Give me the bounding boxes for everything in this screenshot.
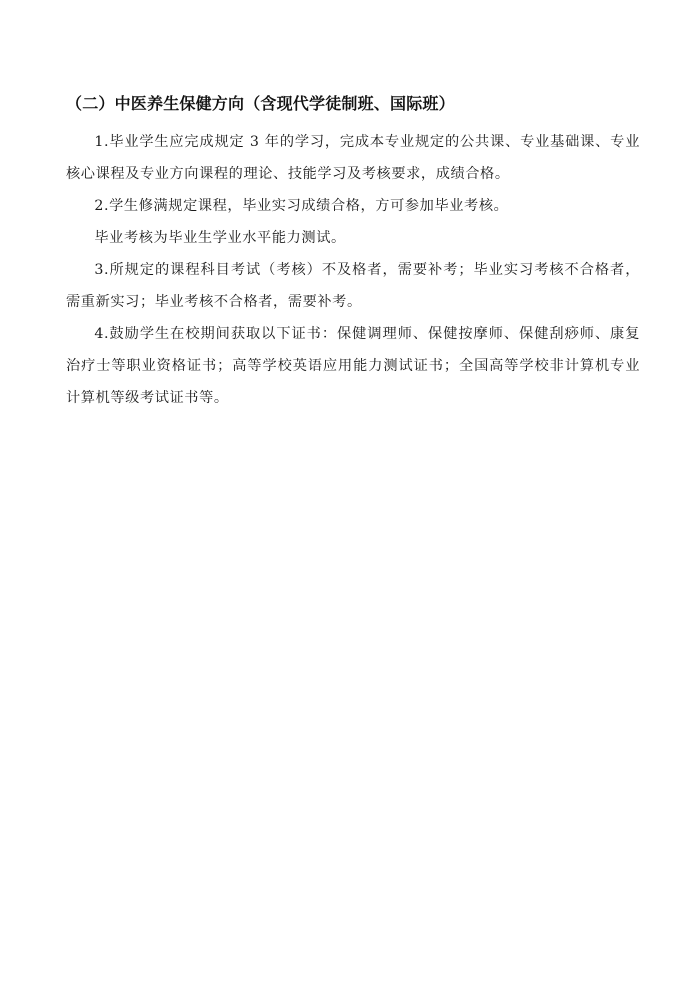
paragraph-certificates: 4.鼓励学生在校期间获取以下证书：保健调理师、保健按摩师、保健刮痧师、康复治疗士等职业资格证书；高等学校英语应用能力测试证书；全国高等学校非计算机专业计算机等级考试证书等。 [66, 326, 640, 406]
paragraph-graduation-assessment: 毕业考核为毕业生学业水平能力测试。 [94, 230, 346, 246]
paragraph-course-completion: 2.学生修满规定课程，毕业实习成绩合格，方可参加毕业考核。 [94, 198, 509, 214]
document-body [66, 92, 640, 414]
section-heading: （二）中医养生保健方向（含现代学徒制班、国际班） [66, 94, 455, 113]
paragraph-retake-rules: 3.所规定的课程科目考试（考核）不及格者，需要补考；毕业实习考核不合格者，需重新实习；毕业考核不合格者，需要补考。 [66, 262, 640, 310]
paragraph-graduation-requirements: 1.毕业学生应完成规定 3 年的学习，完成本专业规定的公共课、专业基础课、专业核心课程及专业方向课程的理论、技能学习及考核要求，成绩合格。 [66, 134, 640, 182]
